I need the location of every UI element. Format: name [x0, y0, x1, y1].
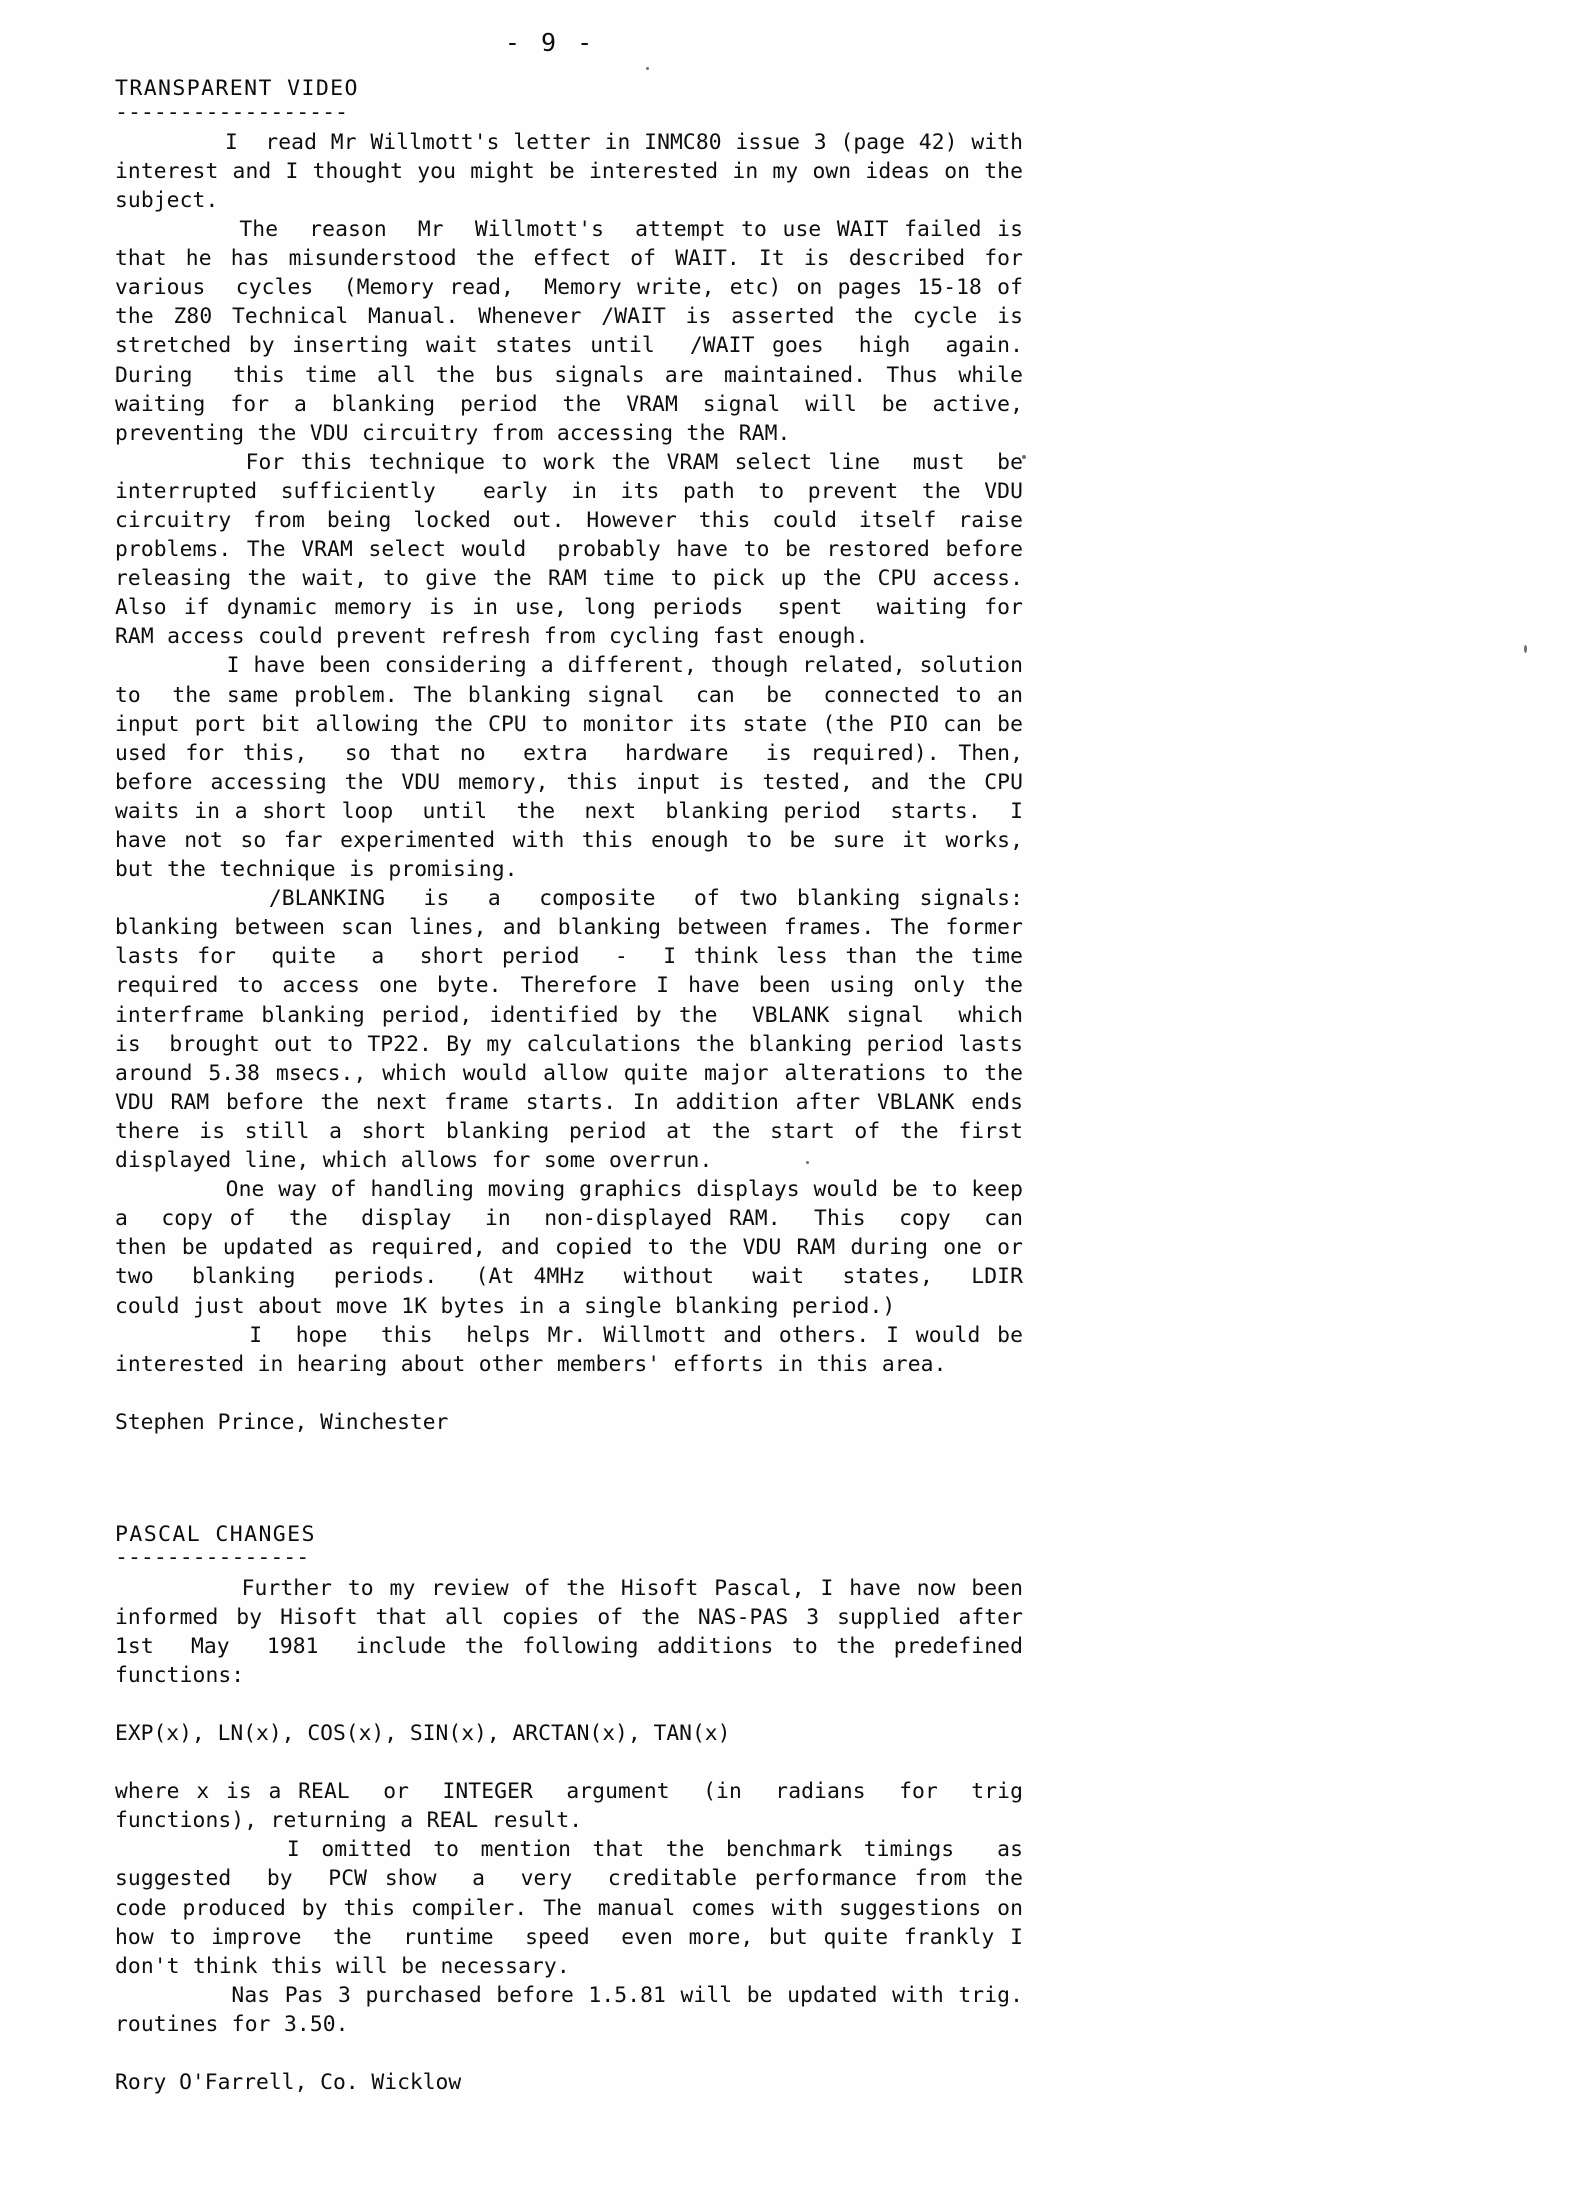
- paragraph: One way of handling moving graphics displays would be to keep a copy of the display in non-displayed RAM. This copy can then be updated as required, and copied to the VDU RAM during one or two blanking periods. (At 4MHz without wait states, LDIR could just about move 1K bytes in a single blanking period.): [115, 1177, 1050, 1319]
- paragraph: I hope this helps Mr. Willmott and others. I would be interested in hearing about other members' efforts in this area.: [115, 1322, 1037, 1377]
- spacer: [115, 2039, 1023, 2068]
- paragraph: I omitted to mention that the benchmark timings as suggested by PCW show a very creditable performance from the code produced by this compiler. The manual comes with suggestions on how to improve the runtime speed even more, but quite frankly I don't think this will be necessary.: [115, 1837, 1050, 1979]
- article-transparent-video: [115, 76, 1050, 1437]
- spacer: [115, 1437, 1023, 1524]
- article-signature: Stephen Prince, Winchester: [115, 1409, 449, 1435]
- heading-underline-rule: ------------------: [115, 103, 348, 122]
- article-pascal-changes: [115, 1521, 1050, 2097]
- paragraph: I have been considering a different, though related, solution to the same problem. The blanking signal can be connected to an input port bit allowing the CPU to monitor its state (the PIO can be used for this, so that no extra hardware is required). Then, before accessing the VDU memory, this input is tested, and the CPU waits in a short loop until the next blanking period starts. I have not so far experimented with this enough to be sure it works, but the technique is promising.: [115, 653, 1050, 883]
- paragraph: I read Mr Willmott's letter in INMC80 issue 3 (page 42) with interest and I thought you might be interested in my own ideas on the subject.: [115, 129, 1037, 213]
- paragraph: For this technique to work the VRAM select line must be interrupted sufficiently early in its path to prevent the VDU circuitry from being locked out. However this could itself raise problems. The VRAM select would probably have to be restored before releasing the wait, to give the RAM time to pick up the CPU access. Also if dynamic memory is in use, long periods spent waiting for RAM access could prevent refresh from cycling fast enough.: [115, 449, 1050, 650]
- article-heading: TRANSPARENT VIDEO: [115, 76, 359, 101]
- function-list: EXP(x), LN(x), COS(x), SIN(x), ARCTAN(x), TAN(x): [115, 1721, 731, 1747]
- paragraph: Further to my review of the Hisoft Pascal, I have now been informed by Hisoft that all copies of the NAS-PAS 3 supplied after 1st May 1981 include the following additions to the predefined functions:: [115, 1575, 1037, 1688]
- heading-underline-rule: ---------------: [115, 1549, 310, 1568]
- paragraph: /BLANKING is a composite of two blanking signals: blanking between scan lines, and blanking between frames. The former lasts for quite a short period - I think less than the time required to access one byte. Therefore I have been using only the interframe blanking period, identified by the VBLANK signal which is brought out to TP22. By my calculations the blanking period lasts around 5.38 msecs., which would allow quite major alterations to the VDU RAM before the next frame starts. In addition after VBLANK ends there is still a short blanking period at the start of the first displayed line, which allows for some overrun.: [115, 886, 1050, 1174]
- article-signature: Rory O'Farrell, Co. Wicklow: [115, 2069, 462, 2095]
- page-number: - 9 -: [504, 28, 596, 57]
- paragraph: Nas Pas 3 purchased before 1.5.81 will be updated with trig. routines for 3.50.: [115, 1982, 1050, 2037]
- article-heading: PASCAL CHANGES: [115, 1521, 316, 1547]
- spacer: [115, 1379, 1023, 1408]
- spacer: [115, 1748, 1023, 1777]
- spacer: [115, 1690, 1023, 1719]
- scan-speck: [1524, 645, 1527, 653]
- document-body: [115, 76, 1050, 2097]
- paragraph: where x is a REAL or INTEGER argument (in radians for trig functions), returning a REAL result.: [115, 1779, 1050, 1834]
- paragraph: The reason Mr Willmott's attempt to use WAIT failed is that he has misunderstood the effect of WAIT. It is described for various cycles (Memory read, Memory write, etc) on pages 15-18 of the Z80 Technical Manual. Whenever /WAIT is asserted the cycle is stretched by inserting wait states until /WAIT goes high again. During this time all the bus signals are maintained. Thus while waiting for a blanking period the VRAM signal will be active, preventing the VDU circuitry from accessing the RAM.: [115, 217, 1050, 446]
- scan-speck: [646, 67, 649, 70]
